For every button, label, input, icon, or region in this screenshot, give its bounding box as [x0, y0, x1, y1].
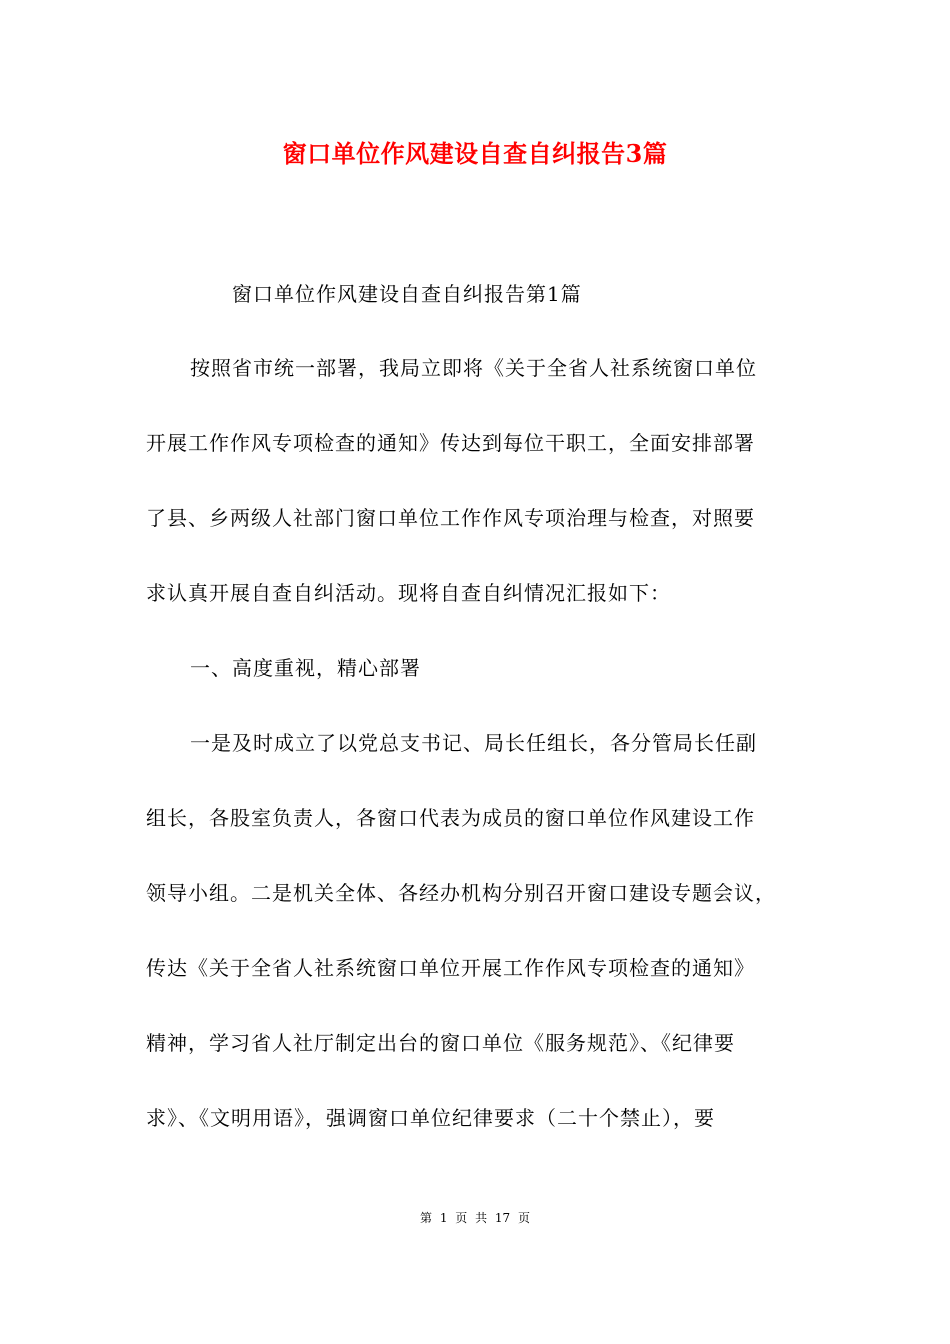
paragraph-line: 领导小组。二是机关全体、各经办机构分别召开窗口建设专题会议，: [146, 881, 776, 905]
paragraph-line: 一是及时成立了以党总支书记、局长任组长，各分管局长任副: [190, 731, 757, 755]
document-title: 窗口单位作风建设自查自纠报告3篇: [282, 139, 668, 168]
paragraph-line: 传达《关于全省人社系统窗口单位开展工作作风专项检查的通知》: [146, 956, 755, 980]
subsection-heading: 一、高度重视，精心部署: [190, 656, 421, 680]
paragraph-line: 按照省市统一部署，我局立即将《关于全省人社系统窗口单位: [190, 356, 757, 380]
paragraph-line: 开展工作作风专项检查的通知》传达到每位干职工，全面安排部署: [146, 431, 755, 455]
page-number-footer: 第 1 页 共 17 页: [420, 1211, 530, 1225]
paragraph-line: 求认真开展自查自纠活动。现将自查自纠情况汇报如下：: [146, 581, 671, 605]
paragraph-line: 精神，学习省人社厅制定出台的窗口单位《服务规范》、《纪律要: [146, 1031, 735, 1055]
paragraph-line: 组长，各股室负责人，各窗口代表为成员的窗口单位作风建设工作: [146, 806, 755, 830]
paragraph-line: 了县、乡两级人社部门窗口单位工作作风专项治理与检查，对照要: [146, 506, 755, 530]
paragraph-line: 求》、《文明用语》，强调窗口单位纪律要求（二十个禁止），要: [146, 1106, 715, 1130]
section-heading: 窗口单位作风建设自查自纠报告第1篇: [232, 282, 582, 306]
